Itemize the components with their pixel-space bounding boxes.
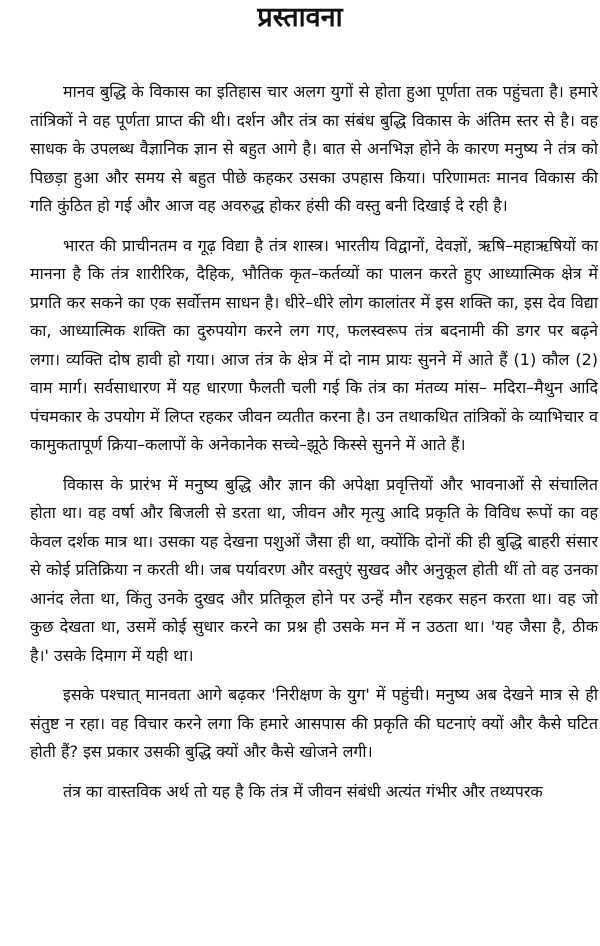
paragraph-2: भारत की प्राचीनतम व गूढ़ विद्या है तंत्र शास्त्र। भारतीय विद्वानों, देवज्ञों, ऋषि–महाऋषियों का मानना है कि तंत्र शारीरिक, दैहिक, भौतिक कृत–कर्तव्यों का पालन करते हुए आध्यात्मिक क्षेत्र में प्रगति कर सकने का एक सर्वोत्तम साधन है। धीरे–धीरे लोग कालांतर में इस शक्ति का, इस देव विद्या का, आध्यात्मिक शक्ति का दुरुपयोग करने लग गए, फलस्वरूप तंत्र बदनामी की डगर पर बढ़ने लगा। व्यक्ति दोष हावी हो गया। आज तंत्र के क्षेत्र में दो नाम प्रायः सुनने में आते हैं (1) कौल (2) वाम मार्ग। सर्वसाधारण में यह धारणा फैलती चली गई कि तंत्र का मंतव्य मांस– मदिरा–मैथुन आदि पंचमकार के उपयोग में लिप्त रहकर जीवन व्यतीत करना है। उन तथाकथित तांत्रिकों के व्याभिचार व कामुकतापूर्ण क्रिया–कलापों के अनेकानेक सच्चे–झूठे किस्से सुनने में आते हैं। bbox=[30, 235, 598, 454]
page-title: प्रस्तावना bbox=[257, 2, 343, 33]
document-body bbox=[30, 78, 598, 806]
paragraph-3: विकास के प्रारंभ में मनुष्य बुद्धि और ज्ञान की अपेक्षा प्रवृत्तियों और भावनाओं से संचालित होता था। वह वर्षा और बिजली से डरता था, जीवन और मृत्यु आदि प्रकृति के विविध रूपों का वह केवल दर्शक मात्र था। उसका यह देखना पशुओं जैसा ही था, क्योंकि दोनों की ही बुद्धि बाहरी संसार से कोई प्रतिक्रिया न करती थी। जब पर्यावरण और वस्तुएं सुखद और अनुकूल होती थीं तो वह उनका आनंद लेता था, किंतु उनके दुखद और प्रतिकूल होने पर उन्हें मौन रहकर सहन करता था। वह जो कुछ देखता था, उसमें कोई सुधार करने का प्रश्न ही उसके मन में न उठता था। 'यह जैसा है, ठीक है।' उसके दिमाग में यही था। bbox=[30, 474, 598, 665]
paragraph-4: इसके पश्चात् मानवता आगे बढ़कर 'निरीक्षण के युग' में पहुंची। मनुष्य अब देखने मात्र से ही संतुष्ट न रहा। वह विचार करने लगा कि हमारे आसपास की प्रकृति की घटनाएं क्यों और कैसे घटित होती हैं? इस प्रकार उसकी बुद्धि क्यों और कैसे खोजने लगी। bbox=[30, 685, 598, 761]
paragraph-5: तंत्र का वास्तविक अर्थ तो यह है कि तंत्र में जीवन संबंधी अत्यंत गंभीर और तथ्यपरक bbox=[63, 781, 543, 801]
paragraph-1: मानव बुद्धि के विकास का इतिहास चार अलग युगों से होता हुआ पूर्णता तक पहुंचता है। हमारे तांत्रिकों ने वह पूर्णता प्राप्त की थी। दर्शन और तंत्र का संबंध बुद्धि विकास के अंतिम स्तर से है। वह साधक के उपलब्ध वैज्ञानिक ज्ञान से बहुत आगे है। बात से अनभिज्ञ होने के कारण मनुष्य ने तंत्र को पिछड़ा हुआ और समय से बहुत पीछे कहकर उसका उपहास किया। परिणामतः मानव विकास की गति कुंठित हो गई और आज वह अवरुद्ध होकर हंसी की वस्तु बनी दिखाई दे रही है। bbox=[30, 82, 598, 215]
